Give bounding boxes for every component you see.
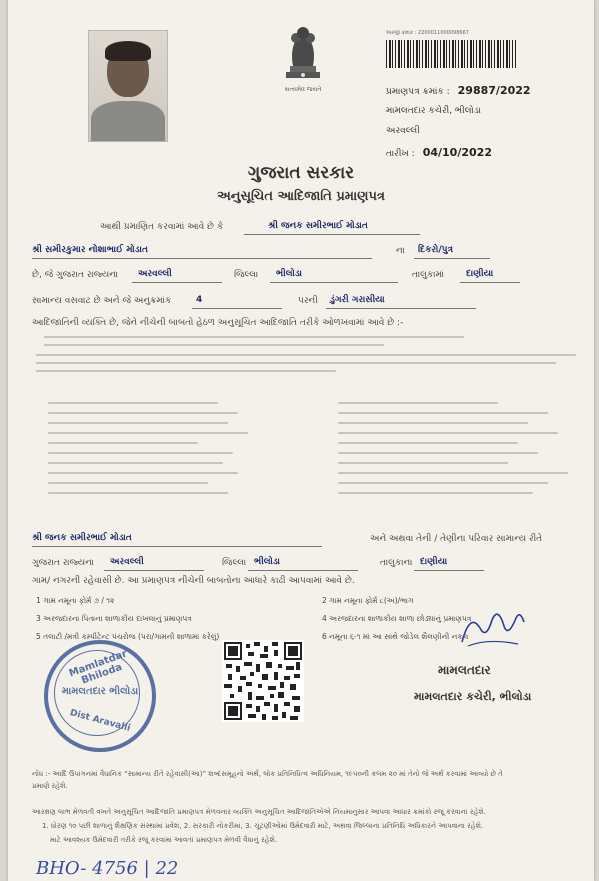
taluka2: ભીલોડા — [254, 557, 280, 567]
ashoka-emblem-icon — [278, 22, 328, 92]
village2: દાણીયા — [420, 557, 448, 567]
bearer-name: શ્રી જનક સમીરભાઈ મોડાત — [32, 533, 132, 543]
district-label: જિલ્લા — [234, 270, 259, 280]
district: અરવલ્લી — [138, 269, 172, 279]
basis-item-6: 6 નમૂના ૬-૧ માં આ સાથે જોડેલ શૈલણીની નકલ — [322, 632, 469, 641]
basis-item-1: 1 ગામ નમૂના ફોર્મ ૭ / ૧૨ — [36, 596, 115, 605]
footer-note-4: માટે આવશ્યક ઉમેદવારી તરીકે રજૂ કરવામાં આવતાં પ્રમાણપત્ર મેળવી વૈધાનું રહેશે. — [50, 836, 278, 844]
footer-note-1: નોંધ :- આદિ ઉપાંગનમાં વૈધાનિક “સામાન્ય રીતે રહેવાસી(આ)” શબ્દસમૂહનો અર્થ, લોક પ્રતિનિધિત્વ અધિનિયમ, ૧૯૫૦ની કલમ ૨૦ માં તેનો જે અર્થ કરવામાં આવ્યો છે તે — [32, 770, 503, 778]
state-text: છે, જે ગુજરાત રાજ્યના — [32, 270, 119, 280]
signatory-office: મામલતદાર કચેરી, ભીલોડા — [414, 690, 532, 703]
barcode-label: અરજી ક્રમાંક : 2200011000098667 — [386, 30, 469, 36]
footer-note-3: 1. ધોરણ ૧૦ પછી શાળાનું શૈક્ષણિક સંસ્થામાં પ્રવેશ, 2. સરકારી નોકરીમાં, 3. ચૂંટણીઓમાં ઉમેદવારી માટે, અથવા જિલ્લાના પ્રતિનિધિ અધિકારને આપવાના રહેશે. — [42, 822, 484, 830]
district2: અરવલ્લી — [110, 557, 144, 567]
footer-note-1b: પ્રમાણે રહેશે. — [32, 782, 68, 790]
certificate-title: અનુસૂચિત આદિજાતિ પ્રમાણપત્ર — [217, 189, 385, 204]
signature-icon — [458, 604, 528, 654]
relation: દિકરો/પુત્ર — [418, 245, 453, 255]
district2-label: જિલ્લા — [222, 558, 247, 568]
relation-label: ના — [396, 246, 405, 256]
certify-text: આથી પ્રમાણિત કરવામાં આવે છે કે — [100, 222, 224, 232]
government-title: ગુજરાત સરકાર — [247, 163, 355, 183]
district-header: અરવલ્લી — [386, 126, 420, 136]
father-name: શ્રી જનક સમીરભાઈ મોડાત — [268, 221, 368, 231]
issue-text: ગામ/ નગરની રહેવાસી છે. આ પ્રમાણપત્ર નીચેની બાબતોના આધારે કાઢી આપવામાં આવે છે. — [32, 576, 355, 586]
applicant-name: શ્રી સમીરકુમાર નોશાભાઈ મોડાત — [32, 245, 148, 255]
emblem-caption: સત્યમેવ જયતે — [284, 86, 322, 93]
barcode — [386, 40, 516, 68]
basis-item-2: 2 ગામ નમૂના ફોર્મ ૮(અ)/ભાગ — [322, 596, 414, 605]
signatory-designation: મામલતદાર — [438, 663, 491, 677]
official-seal: Mamlatdar Bhiloda મામલતદાર ભીલોડા Dist Aravalli — [44, 640, 156, 752]
certificate-number: પ્રમાણપત્ર ક્રમાંક : 29887/2022 — [386, 84, 531, 97]
basis-item-3: 3 અરજદારના પિતાના શાળાકીય દાખલાનું પ્રમાણપત્ર — [36, 614, 192, 623]
certificate-page — [8, 0, 594, 881]
taluka-label: તાલુકામાં — [412, 270, 445, 280]
category-text: સામાન્ય વસવાટ છે અને જે અનુક્રમાંક — [32, 296, 172, 306]
issue-date: તારીખ : 04/10/2022 — [386, 146, 492, 159]
tribe-label: પરની — [298, 296, 318, 306]
footer-note-2: આરક્ષણ લાભ મેળવતી વખતે અનુસૂચિત આદિજાતિ પ્રમાણપત્ર મેળવનાર વ્યક્તિ અનુસૂચિત આદિજાતિએએ નિયમાનુસાર આપવા આધાર ક્રમાંકો રજૂ કરવાના રહેશે. — [32, 808, 487, 816]
family-text: અને અથવા તેની / તેણીના પરિવાર સામાન્ય રીતે — [370, 534, 543, 544]
qr-code — [222, 640, 304, 722]
applicant-photo — [88, 30, 168, 142]
state2-text: ગુજરાત રાજ્યના — [32, 558, 95, 568]
handwritten-reference: BHO- 4756 | 22 — [36, 858, 179, 879]
taluka2-label: તાલુકાના — [380, 558, 413, 568]
recognition-text: આદિજાતિની વ્યક્તિ છે, જેને નીચેની બાબતો હેઠળ અનુસૂચિત આદિજાતિ તરીકે ઓળખવામાં આવે છે :- — [32, 318, 404, 328]
taluka: ભીલોડા — [276, 269, 302, 279]
issuing-office: મામલતદાર કચેરી, ભીલોડા — [386, 106, 481, 116]
basis-item-5: 5 તલાટી /મંત્રી કમ્પીટેન્ટ પંચરોજ (પરા/ગામની શાળામાં કરેલું) — [36, 632, 220, 641]
basis-item-4: 4 અરજદારના શાળાકીય શાળા છોડ્યાનું પ્રમાણપત્ર — [322, 614, 472, 623]
village: દાણીયા — [466, 269, 494, 279]
category-number: 4 — [196, 295, 203, 305]
tribe-name: ડુંગરી ગરાસીયા — [330, 295, 385, 305]
